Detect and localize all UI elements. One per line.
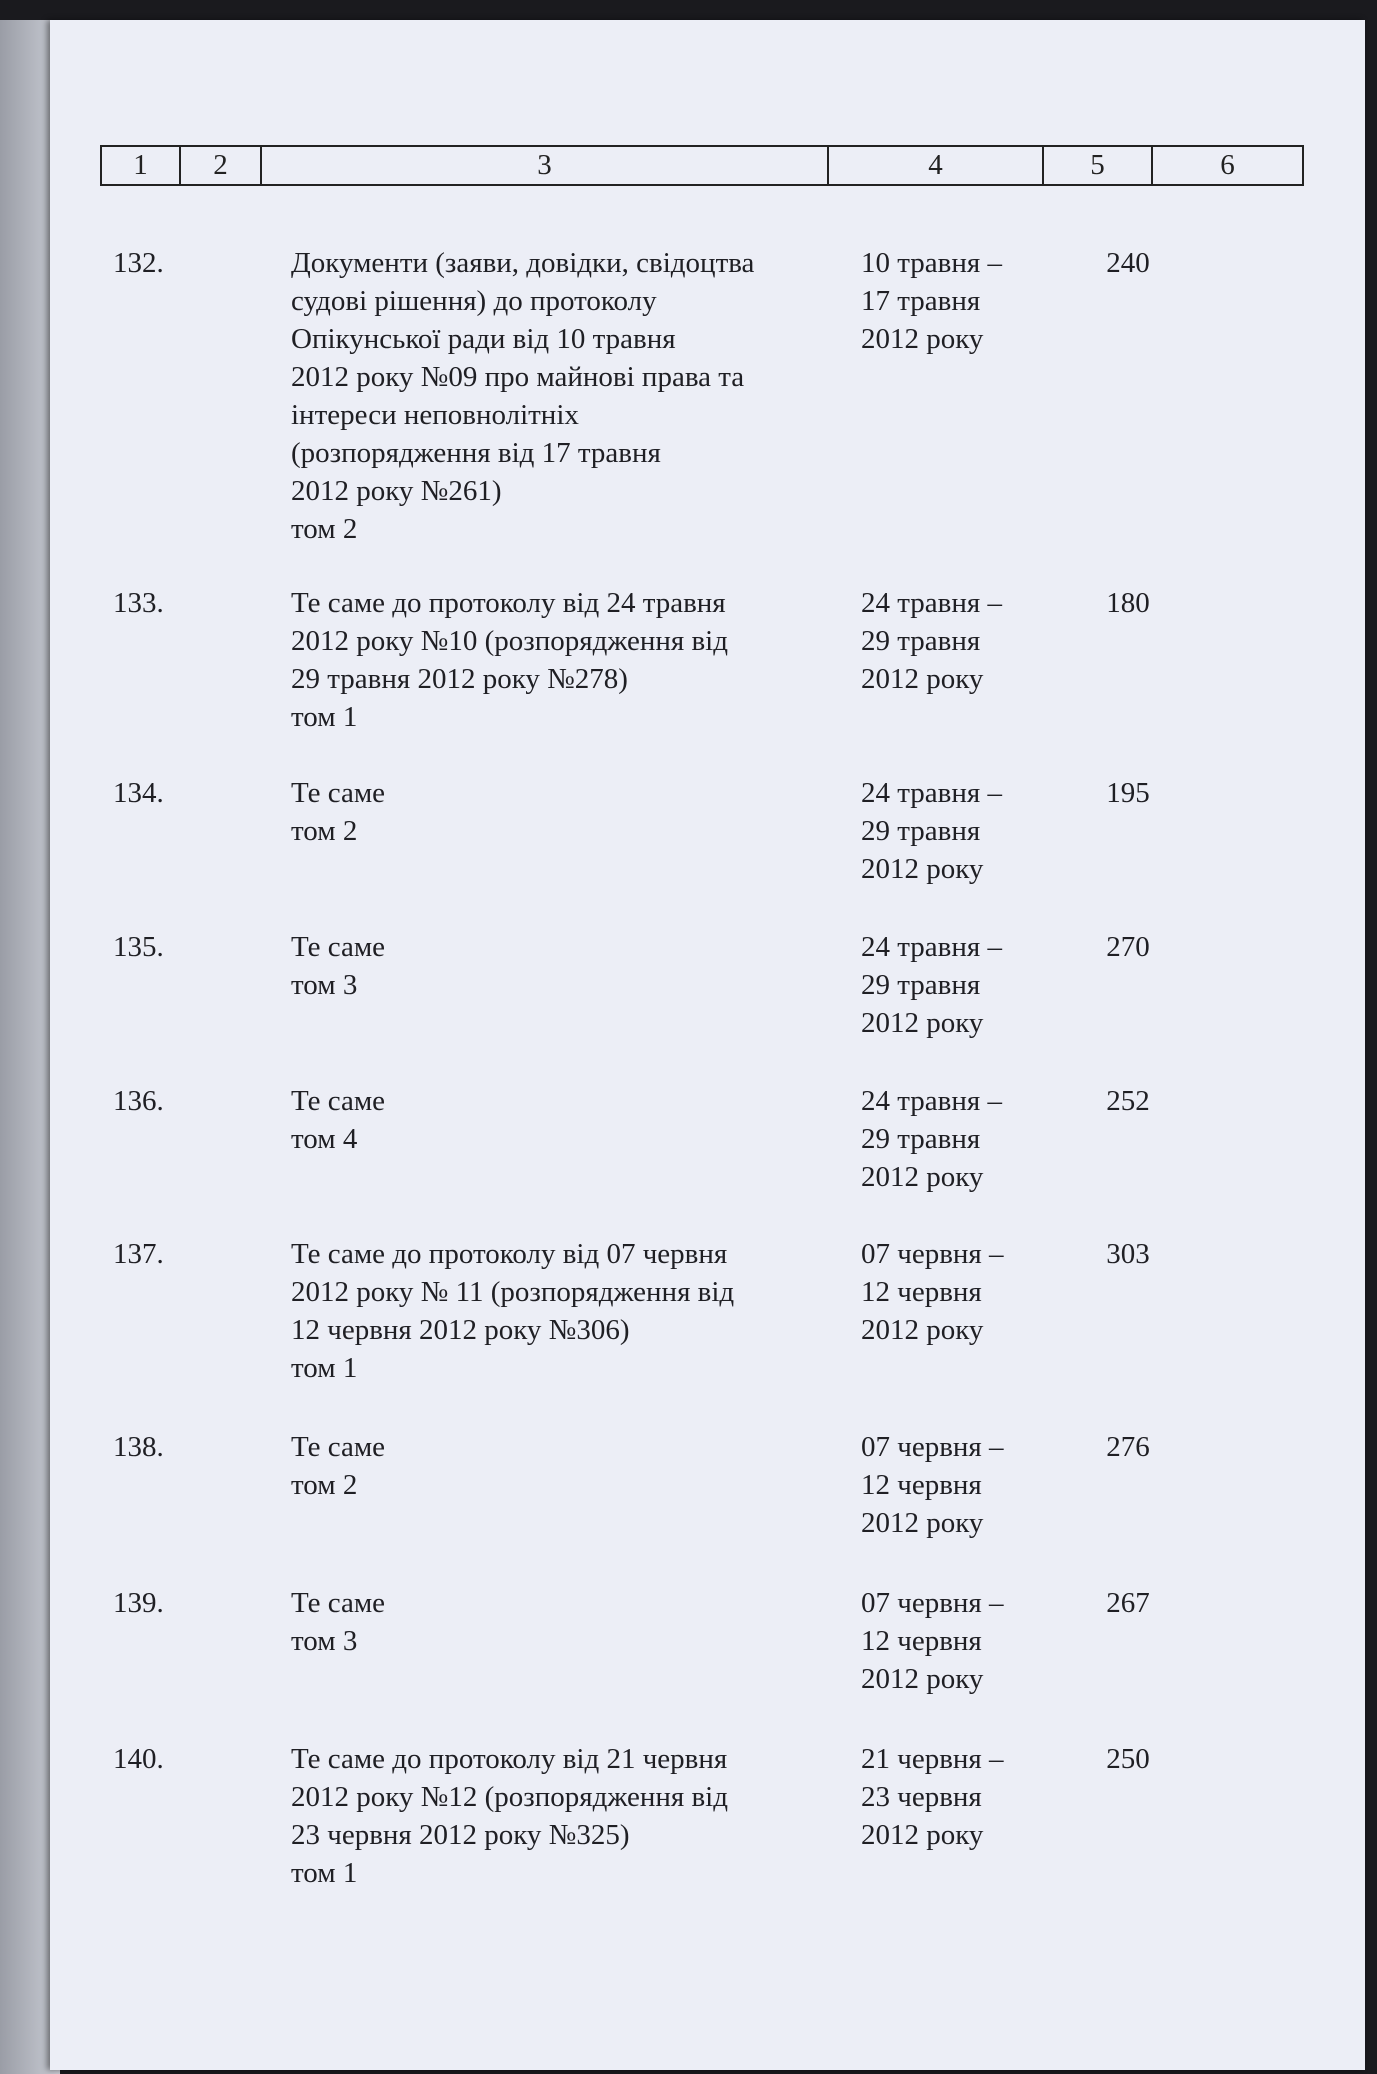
description-line: том 1 [291, 701, 358, 733]
entry-number: 133. [113, 587, 164, 619]
entry-number: 134. [113, 777, 164, 809]
entry-number: 132. [113, 247, 164, 279]
date-line: 10 травня – [861, 247, 1002, 279]
date-line: 2012 року [861, 323, 984, 355]
entry-dates [861, 1235, 1051, 1349]
description-line: том 2 [291, 1469, 358, 1501]
entry-sheet-count: 270 [1106, 931, 1150, 963]
date-line: 12 червня [861, 1469, 982, 1501]
entry-sheet-count: 267 [1106, 1587, 1150, 1619]
description-line: том 4 [291, 1123, 358, 1155]
date-line: 2012 року [861, 853, 984, 885]
entry-sheet-count: 252 [1106, 1085, 1150, 1117]
entry-description [291, 1584, 846, 1660]
description-line: 2012 року № 11 (розпорядження від [291, 1276, 735, 1308]
date-line: 24 травня – [861, 587, 1002, 619]
entry-dates [861, 244, 1051, 358]
entry-number: 140. [113, 1743, 164, 1775]
date-line: 29 травня [861, 1123, 981, 1155]
description-line: том 3 [291, 969, 358, 1001]
description-line: Те саме [291, 1085, 386, 1117]
description-line: 2012 року №12 (розпорядження від [291, 1781, 728, 1813]
column-header-1: 1 [102, 147, 181, 184]
entry-description [291, 1082, 846, 1158]
description-line: Те саме до протоколу від 24 травня [291, 587, 726, 619]
entry-description [291, 774, 846, 850]
description-line: 2012 року №10 (розпорядження від [291, 625, 728, 657]
date-line: 07 червня – [861, 1431, 1004, 1463]
entry-dates [861, 1584, 1051, 1698]
entry-dates [861, 774, 1051, 888]
description-line: 29 травня 2012 року №278) [291, 663, 628, 695]
date-line: 24 травня – [861, 931, 1002, 963]
description-line: 2012 року №261) [291, 475, 502, 507]
description-line: Те саме до протоколу від 07 червня [291, 1238, 728, 1270]
date-line: 2012 року [861, 1161, 984, 1193]
date-line: 17 травня [861, 285, 981, 317]
column-header-table [100, 145, 1304, 186]
entry-number: 136. [113, 1085, 164, 1117]
date-line: 24 травня – [861, 777, 1002, 809]
description-line: (розпорядження від 17 травня [291, 437, 661, 469]
date-line: 29 травня [861, 969, 981, 1001]
description-line: 2012 року №09 про майнові права та [291, 361, 745, 393]
entry-number: 135. [113, 931, 164, 963]
entry-sheet-count: 250 [1106, 1743, 1150, 1775]
entry-number: 137. [113, 1238, 164, 1270]
entry-sheet-count: 195 [1106, 777, 1150, 809]
description-line: том 1 [291, 1857, 358, 1889]
entry-number: 139. [113, 1587, 164, 1619]
date-line: 2012 року [861, 663, 984, 695]
date-line: 2012 року [861, 1314, 984, 1346]
description-line: Опікунської ради від 10 травня [291, 323, 676, 355]
entry-description [291, 244, 846, 548]
description-line: том 1 [291, 1352, 358, 1384]
column-header-4: 4 [829, 147, 1044, 184]
entry-description [291, 1428, 846, 1504]
entry-dates [861, 1428, 1051, 1542]
description-line: Те саме до протоколу від 21 червня [291, 1743, 728, 1775]
column-header-3: 3 [262, 147, 829, 184]
date-line: 29 травня [861, 625, 981, 657]
entry-description [291, 584, 846, 736]
description-line: том 2 [291, 513, 358, 545]
date-line: 24 травня – [861, 1085, 1002, 1117]
description-line: Те саме [291, 931, 386, 963]
entry-dates [861, 1740, 1051, 1854]
entry-dates [861, 584, 1051, 698]
description-line: том 3 [291, 1625, 358, 1657]
entry-number: 138. [113, 1431, 164, 1463]
entry-sheet-count: 276 [1106, 1431, 1150, 1463]
date-line: 29 травня [861, 815, 981, 847]
date-line: 21 червня – [861, 1743, 1004, 1775]
description-line: Те саме [291, 1587, 386, 1619]
date-line: 2012 року [861, 1663, 984, 1695]
column-header-6: 6 [1220, 149, 1235, 181]
description-line: Те саме [291, 777, 386, 809]
column-header-5: 5 [1044, 147, 1153, 184]
date-line: 2012 року [861, 1507, 984, 1539]
entry-sheet-count: 303 [1106, 1238, 1150, 1270]
date-line: 07 червня – [861, 1587, 1004, 1619]
entry-dates [861, 1082, 1051, 1196]
date-line: 2012 року [861, 1819, 984, 1851]
description-line: том 2 [291, 815, 358, 847]
entry-description [291, 1740, 846, 1892]
description-line: інтереси неповнолітніх [291, 399, 579, 431]
date-line: 12 червня [861, 1625, 982, 1657]
date-line: 12 червня [861, 1276, 982, 1308]
description-line: Документи (заяви, довідки, свідоцтва [291, 247, 755, 279]
date-line: 07 червня – [861, 1238, 1004, 1270]
description-line: судові рішення) до протоколу [291, 285, 657, 317]
entry-dates [861, 928, 1051, 1042]
description-line: 23 червня 2012 року №325) [291, 1819, 630, 1851]
date-line: 23 червня [861, 1781, 982, 1813]
description-line: Те саме [291, 1431, 386, 1463]
entry-description [291, 1235, 846, 1387]
entry-sheet-count: 180 [1106, 587, 1150, 619]
description-line: 12 червня 2012 року №306) [291, 1314, 630, 1346]
date-line: 2012 року [861, 1007, 984, 1039]
entry-description [291, 928, 846, 1004]
column-header-2: 2 [181, 147, 262, 184]
entry-sheet-count: 240 [1106, 247, 1150, 279]
